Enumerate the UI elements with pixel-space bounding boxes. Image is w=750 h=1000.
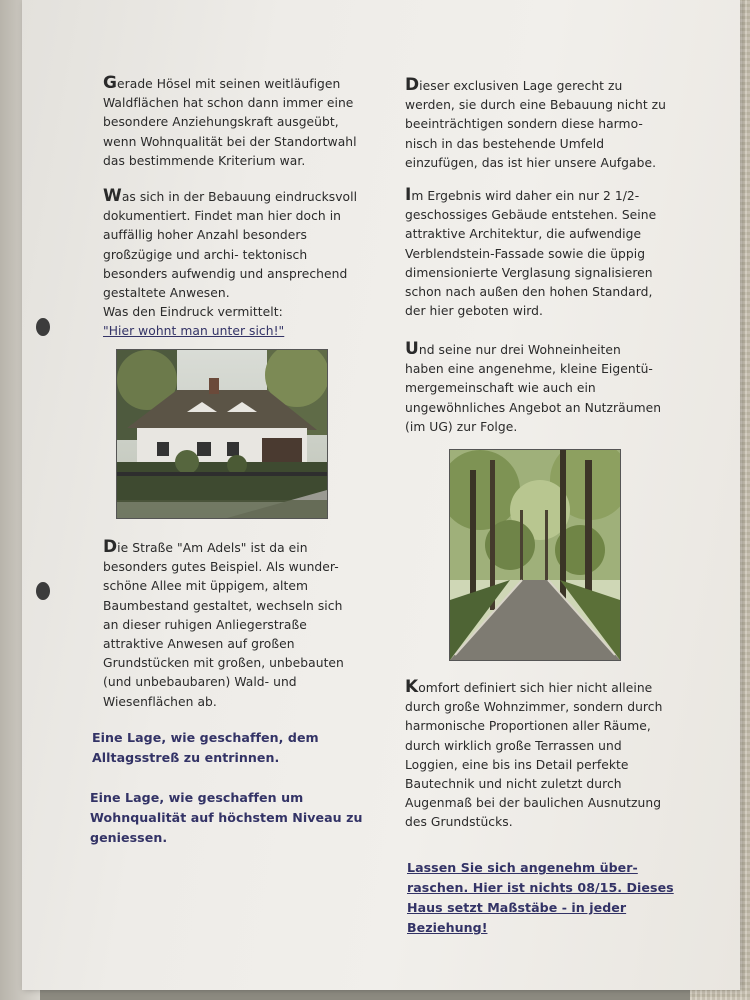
paragraph-text: as sich in der Bebauung eindrucksvoll dokumentiert. Findet man hier doch in auffällig hoher Anzahl besonders großzügige und archi- tektonisch besonders aufwendig und ansprechend gestaltete Anwesen. Was den Eindruck vermittelt:: [103, 190, 358, 320]
paragraph-text: nd seine nur drei Wohneinheiten haben eine angenehme, kleine Eigentü- mergemeinschaft wie auch ein ungewöhnliches Angebot an Nutzräumen (im UG) zur Folge.: [405, 343, 662, 434]
lage-note-1: [92, 728, 382, 768]
closing-text: Lassen Sie sich angenehm über- raschen. Hier ist nichts 08/15. Dieses Haus setzt Maßstäbe - in jeder Beziehung!: [407, 860, 674, 935]
right-paragraph-2: [405, 186, 705, 321]
drop-initial: W: [103, 186, 122, 206]
house-photo: [117, 350, 327, 518]
closing-statement: [407, 858, 707, 938]
punch-hole-top: [36, 318, 50, 336]
avenue-photo: [450, 450, 620, 660]
note-text: Eine Lage, wie geschaffen, dem Alltagsstreß zu entrinnen.: [92, 730, 319, 765]
paragraph-text: ieser exclusiven Lage gerecht zu werden, sie durch eine Bebauung nicht zu beeinträchtigen sondern diese harmo- nisch in das bestehende Umfeld einzufügen, das ist hier unsere Aufgabe.: [405, 79, 667, 170]
quote-hier-wohnt-man: "Hier wohnt man unter sich!": [103, 324, 285, 339]
right-paragraph-1: [405, 76, 705, 173]
drop-initial: D: [405, 75, 420, 95]
right-paragraph-3: [405, 340, 705, 437]
note-text: Eine Lage, wie geschaffen um Wohnqualität auf höchstem Niveau zu geniessen.: [90, 790, 363, 845]
brochure-page: [22, 0, 740, 990]
drop-initial: I: [405, 185, 412, 205]
left-paragraph-1: [103, 74, 393, 171]
paragraph-text: m Ergebnis wird daher ein nur 2 1/2- geschossiges Gebäude entstehen. Seine attraktive Architektur, die aufwendige Verblendstein-Fassade sowie die üppig dimensionierte Verglasung signalisieren schon nach außen den hohen Standard, der hier geboten wird.: [405, 189, 657, 319]
paragraph-text: ie Straße "Am Adels" ist da ein besonders gutes Beispiel. Als wunder- schöne Allee mit üppigem, altem Baumbestand gestaltet, wechseln sich an dieser ruhigen Anliegerstraße attraktive Anwesen auf großen Grundstücken mit großen, unbebauten (und unbebaubaren) Wald- und Wiesenflächen ab.: [103, 541, 344, 709]
left-paragraph-3: [103, 538, 393, 712]
drop-initial: G: [103, 73, 118, 93]
paragraph-text: erade Hösel mit seinen weitläufigen Waldflächen hat schon dann immer eine besondere Anziehungskraft ausgeübt, wenn Wohnqualität bei der Standortwahl das bestimmende Kriterium war.: [103, 77, 357, 168]
left-paragraph-2: [103, 187, 393, 342]
drop-initial: U: [405, 339, 419, 359]
paragraph-text: omfort definiert sich hier nicht alleine durch große Wohnzimmer, sondern durch harmonische Proportionen aller Räume, durch wirklich große Terrassen und Loggien, eine bis ins Detail perfekte Bautechnik und nicht zuletzt durch Augenmaß bei der baulichen Ausnutzung des Grundstücks.: [405, 681, 663, 830]
punch-hole-bottom: [36, 582, 50, 600]
right-paragraph-4: [405, 678, 705, 833]
drop-initial: D: [103, 537, 118, 557]
drop-initial: K: [405, 677, 419, 697]
lage-note-2: [90, 788, 390, 848]
